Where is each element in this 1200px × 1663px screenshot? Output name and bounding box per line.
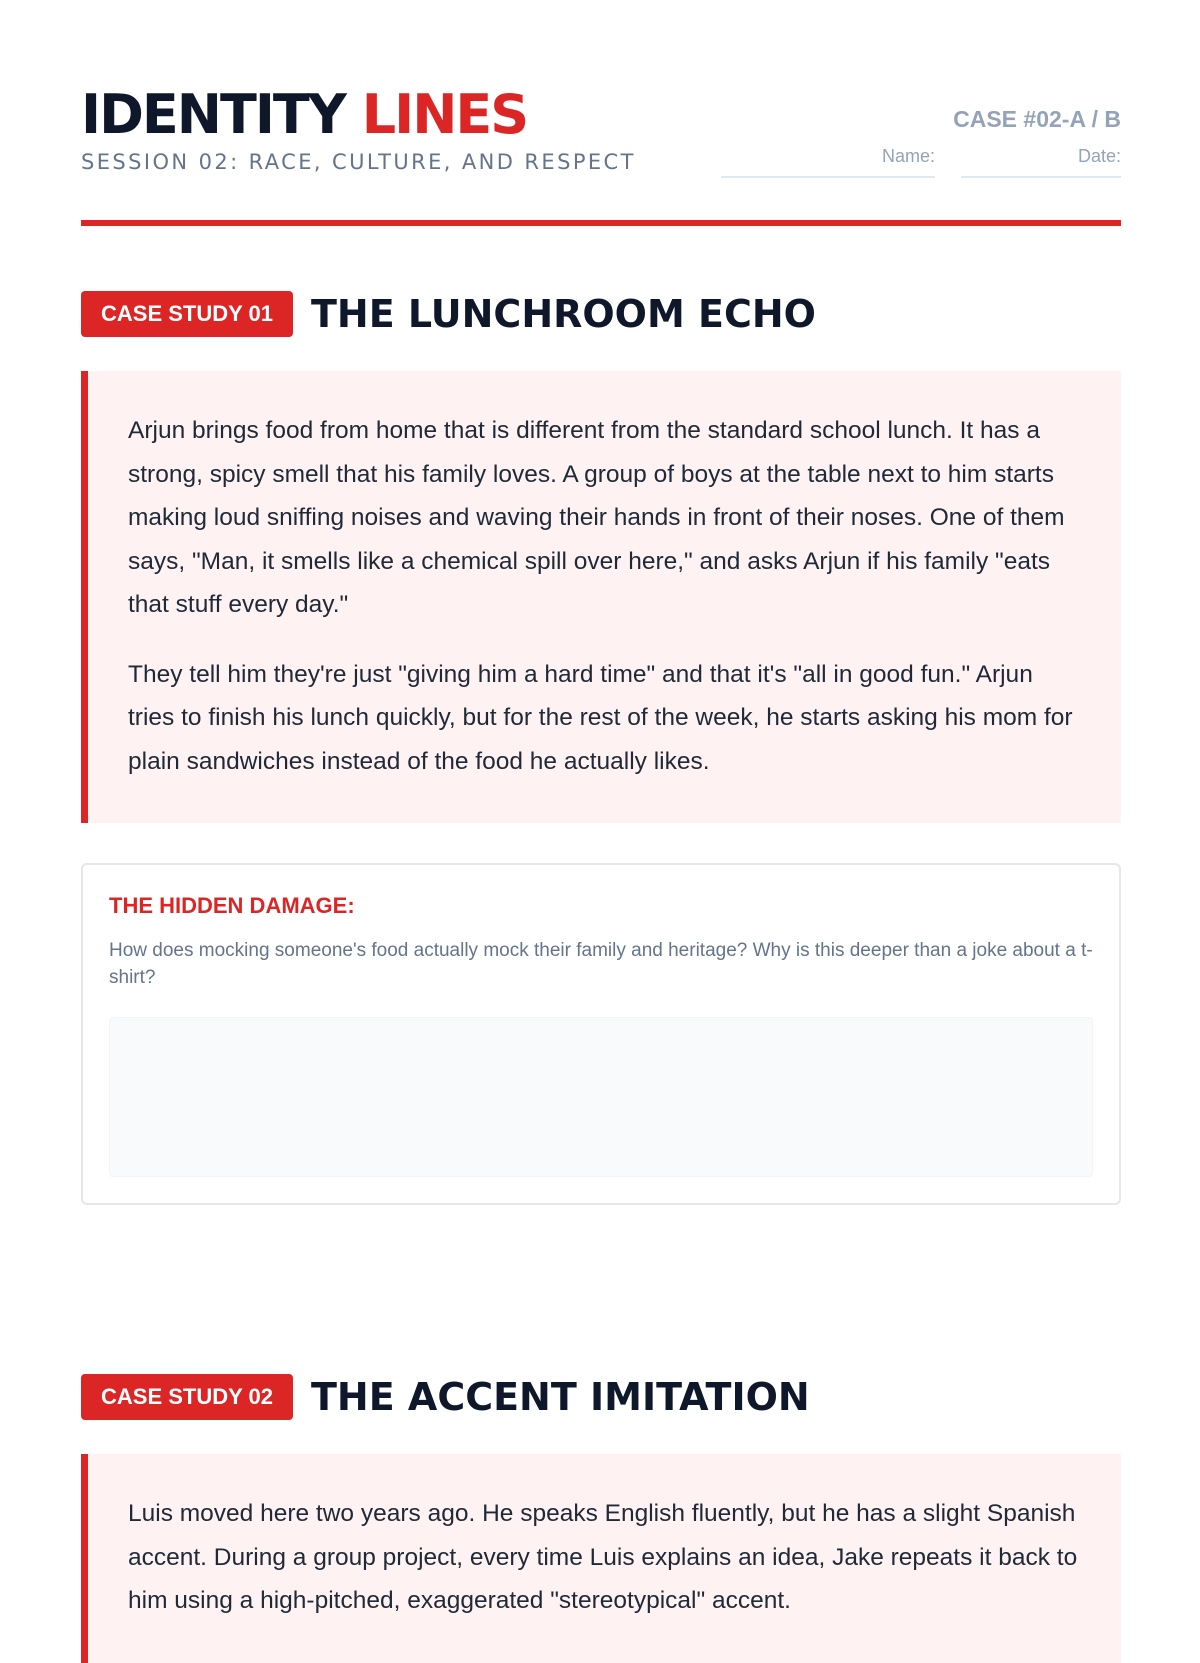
worksheet-page — [81, 0, 1121, 1614]
case-study-02 — [81, 1374, 1121, 1663]
case-title: THE LUNCHROOM ECHO — [311, 292, 816, 336]
case-title: THE ACCENT IMITATION — [311, 1375, 810, 1419]
question-label: THE HIDDEN DAMAGE: — [109, 893, 355, 918]
session-subtitle: SESSION 02: RACE, CULTURE, AND RESPECT — [81, 150, 636, 174]
case-heading — [81, 291, 1121, 341]
case-heading — [81, 1374, 1121, 1424]
case-study-01 — [81, 291, 1121, 1205]
worksheet-header — [81, 0, 1121, 228]
story-paragraph: Arjun brings food from home that is different from the standard school lunch. It has a strong, spicy smell that his family loves. A group of boys at the table next to him starts making loud sniffing noises and waving their hands in front of their noses. One of them says, "Man, it smells like a chemical spill over here," and asks Arjun if his family "eats that stuff every day." — [128, 417, 1065, 618]
date-field[interactable] — [961, 146, 1121, 178]
reflection-question-card — [81, 863, 1121, 1205]
story-paragraph: They tell him they're just "giving him a hard time" and that it's "all in good fun." Arjun tries to finish his lunch quickly, but for the rest of the week, he starts asking his mom for plain sandwiches instead of the food he actually likes. — [128, 660, 1073, 775]
name-field[interactable] — [721, 146, 935, 178]
case-story — [81, 1454, 1121, 1663]
name-label: Name: — [881, 146, 935, 166]
case-number: CASE #02-A / B — [953, 106, 1121, 132]
case-story — [81, 371, 1121, 823]
case-badge: CASE STUDY 02 — [81, 1374, 293, 1420]
question-text: How does mocking someone's food actually mock their family and heritage? Why is this deeper than a joke about a t-shirt? — [109, 940, 1093, 988]
story-paragraph: Luis moved here two years ago. He speaks English fluently, but he has a slight Spanish accent. During a group project, every time Luis explains an idea, Jake repeats it back to him using a high-pitched, exaggerated "stereotypical" accent. — [128, 1500, 1078, 1614]
title-main: IDENTITY — [81, 83, 345, 146]
page-title — [81, 84, 527, 146]
case-badge: CASE STUDY 01 — [81, 291, 293, 337]
title-accent: LINES — [361, 83, 528, 146]
answer-input[interactable] — [109, 1017, 1093, 1177]
date-label: Date: — [1077, 146, 1121, 166]
header-divider — [81, 220, 1121, 226]
